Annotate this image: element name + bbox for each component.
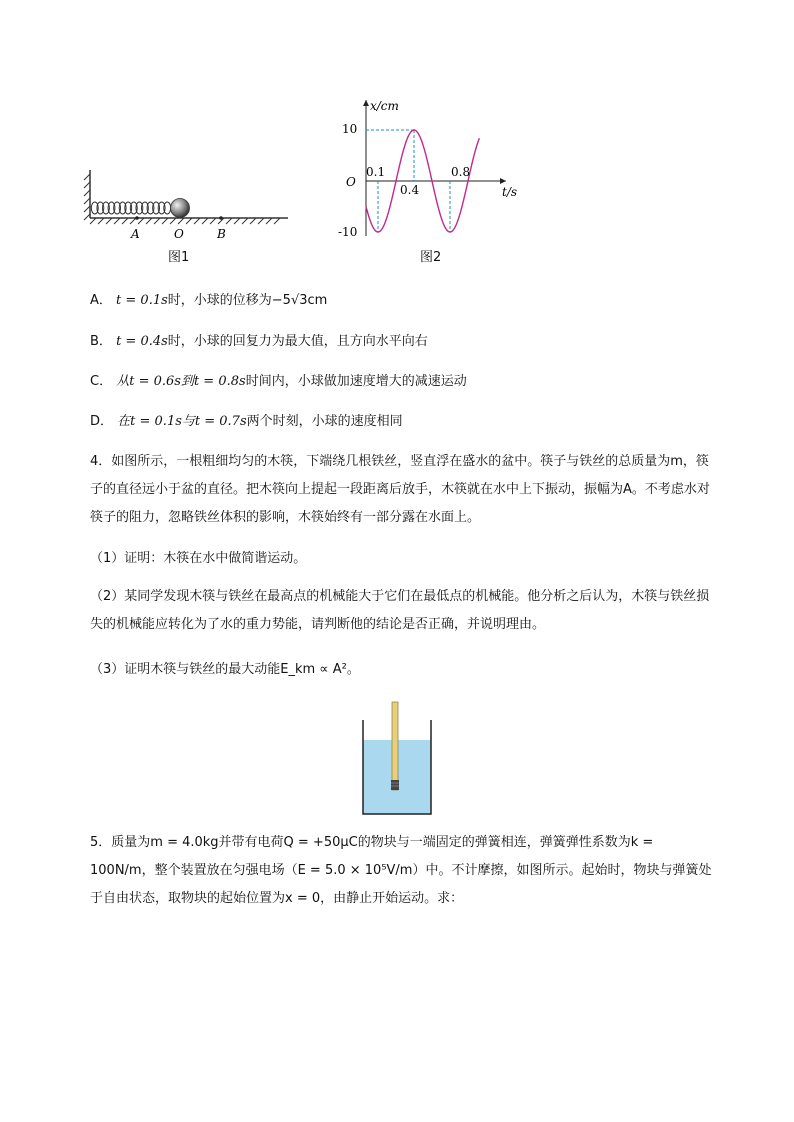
q4-part3: （3）证明木筷与铁丝的最大动能E_km ∝ A²。 bbox=[90, 662, 360, 677]
tick-t1: 0.1 bbox=[366, 165, 386, 179]
figure1-caption: 图1 bbox=[168, 250, 190, 265]
iron-wire bbox=[391, 780, 399, 790]
chopstick bbox=[392, 702, 398, 790]
figure2-caption: 图2 bbox=[420, 250, 442, 265]
t-axis-label: t/s bbox=[502, 185, 518, 199]
option-a: A． t = 0.1s时，小球的位移为−5√3cm bbox=[90, 293, 328, 308]
ball bbox=[171, 199, 190, 218]
option-b: B． t = 0.4s时，小球的回复力为最大值，且方向水平向右 bbox=[90, 334, 428, 349]
figure2-xt-graph bbox=[330, 94, 530, 244]
option-c: C． 从t = 0.6s到t = 0.8s时间内，小球做加速度增大的减速运动 bbox=[90, 374, 467, 389]
q5-stem: 5．质量为m = 4.0kg并带有电荷Q = +50μC的物块与一端固定的弹簧相连，弹簧弹性系数为k = 100N/m，整个装置放在匀强电场（E = 5.0 × 10⁵V/m）中。不计摩擦，如图所示。起始时，物块与弹簧处于自由状态，取物块的起始位置为x = 0，由静止开始运动。求： bbox=[90, 835, 712, 906]
label-a: A bbox=[131, 227, 140, 241]
q4-part1: （1）证明：木筷在水中做简谐运动。 bbox=[90, 551, 307, 566]
basin-chopstick-figure bbox=[362, 700, 434, 816]
tick-t8: 0.8 bbox=[451, 165, 471, 179]
tick-t4: 0.4 bbox=[400, 183, 420, 197]
tick-y-min: -10 bbox=[338, 225, 358, 239]
y-axis-label: x/cm bbox=[370, 99, 399, 113]
q4-stem: 4．如图所示，一根粗细均匀的木筷，下端绕几根铁丝，竖直浮在盛水的盆中。筷子与铁丝的总质量为m，筷子的直径远小于盆的直径。把木筷向上提起一段距离后放手，木筷就在水中上下振动，振幅为A。不考虑水对筷子的阻力，忽略铁丝体积的影响，木筷始终有一部分露在水面上。 bbox=[90, 454, 710, 525]
q4-part2: （2）某同学发现木筷与铁丝在最高点的机械能大于它们在最低点的机械能。他分析之后认为，木筷与铁丝损失的机械能应转化为了水的重力势能，请判断他的结论是否正确，并说明理由。 bbox=[90, 589, 710, 632]
option-d: D． 在t = 0.1s与t = 0.7s两个时刻，小球的速度相同 bbox=[90, 414, 403, 429]
figure1-spring-diagram bbox=[80, 160, 295, 245]
label-b: B bbox=[217, 227, 226, 241]
label-o: O bbox=[174, 227, 184, 241]
origin-label: O bbox=[346, 175, 356, 189]
tick-y-max: 10 bbox=[342, 122, 358, 136]
